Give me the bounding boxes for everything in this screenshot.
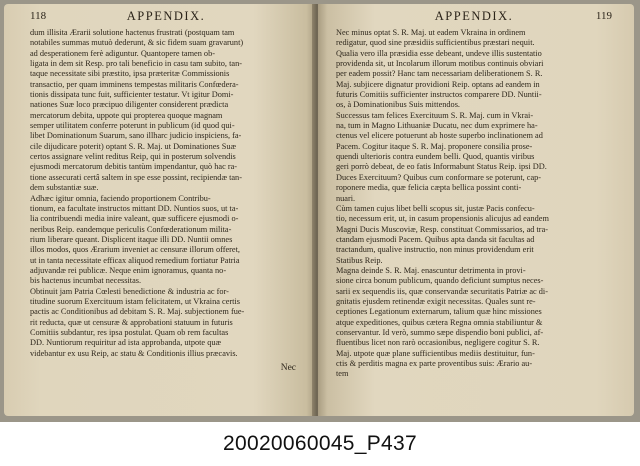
- left-running-title: APPENDIX.: [126, 9, 206, 23]
- text-line: gnitatis ejusdem retinendæ exigit necessitas. Quales sunt re-: [336, 296, 536, 306]
- text-line: tio, necessum erit, ut, in casum propensionis alicujus ad eandem: [336, 214, 549, 224]
- text-line: lia contribuendi media inire valeant, quæ sufficere ejusmodi o-: [30, 214, 239, 224]
- text-line: fluentibus licet non rarò occasionibus, negligere cogitur S. R.: [336, 338, 540, 348]
- text-line: conservantur. Id verò, summo sæpe dispendio boni publici, af-: [336, 327, 544, 337]
- text-line: roponere media, quæ felicia cæpta bellica possint conti-: [336, 183, 522, 193]
- text-line: notabiles summas mutuò dederunt, & sic fidem suam gravarunt): [30, 38, 244, 48]
- text-line: adjuvandæ rei publicæ. Neque enim ignoramus, quanta no-: [30, 265, 227, 275]
- text-line: ceptiones Legationum externarum, talium quæ hinc missiones: [336, 307, 542, 317]
- text-line: ctenus vel elicere potuerunt ab hoste superbo inclinationem ad: [336, 131, 543, 141]
- text-line: atque expeditiones, quibus cætera Regna omnia stabiliuntur &: [336, 317, 543, 327]
- text-line: rium liberare queant. Displicent itaque illi DD. Nuntii omnes: [30, 234, 233, 244]
- text-line: Statibus Reip.: [336, 255, 383, 265]
- text-line: geri porrò debeat, de eo fatis Informabunt Status Reip. ipsi DD.: [336, 162, 547, 172]
- text-line: nationes Suæ loco præcipuo diligenter considerent prædicta: [30, 100, 229, 110]
- text-line: DD. Nuntiorum requiritur ad ista approbanda, utpote quæ: [30, 338, 222, 348]
- text-line: na, tum in Magno Lithuaniæ Ducatu, nec dum exprimere ha-: [336, 121, 538, 131]
- text-line: illos modos, quos Ærarium inveniet ac censuræ illorum offeret,: [30, 245, 240, 255]
- text-line: quendi ulterioris contra eundem belli. Quod, quantis viribus: [336, 152, 535, 162]
- text-line: pactis ac Conditionibus ad debitam S. R. Maj. subjectionem fue-: [30, 307, 245, 317]
- text-line: ctandam ejusmodi Pacem. Quibus apta danda sit facultas ad: [336, 234, 535, 244]
- text-line: taque necessitate sibi præstito, ipsa præteritæ Commissionis: [30, 69, 230, 79]
- text-line: transactio, per quam imminens tempestas militaris Confœdera-: [30, 79, 239, 89]
- text-line: Magna deinde S. R. Maj. enascuntur detrimenta in provi-: [336, 265, 526, 275]
- text-line: Duces Exercituum? Quibus cum conformare se poterunt, cap-: [336, 172, 542, 182]
- text-line: cile dijudicare poterit) optant S. R. Maj. ut Dominationes Suæ: [30, 141, 237, 151]
- text-line: Comitiis subdantur, res ipsa postulat. Quam ob rem facultas: [30, 327, 229, 337]
- image-id-label: 20020060045_P437: [223, 432, 417, 455]
- text-line: futuris Comitiis sufficienter instructos comparere DD. Nuntii-: [336, 90, 542, 100]
- text-line: ad desperationem ferè adiguntur. Quantopere tamen ob-: [30, 48, 215, 58]
- text-line: Nec minus optat S. R. Maj. ut eadem Vkraina in ordinem: [336, 28, 526, 37]
- right-running-title: APPENDIX.: [434, 9, 514, 23]
- text-line: dum illisita Ærarii solutione hactenus frustrati (postquam tam: [30, 28, 235, 37]
- text-line: certos assignare velint reditus Reip, qui in posterum solvendis: [30, 152, 236, 162]
- text-line: ligata in dem sit Resp. pro tali beneficio in casu tam subito, tan-: [30, 59, 242, 69]
- text-line: Maj. utpote quæ plane sufficientibus mediis destituitur, fun-: [336, 348, 535, 358]
- text-line: Cùm tamen cujus libet belli scopus sit, justæ Pacis confecu-: [336, 203, 535, 213]
- left-catchword: Nec: [280, 363, 296, 373]
- left-page-body: [30, 28, 302, 359]
- text-line: Maj. subjicere dignatur providioni Reip. optans ad eandem in: [336, 79, 540, 89]
- text-line: titudine suorum Exercituum istam felicitatem, ut Vkraina certis: [30, 296, 240, 306]
- text-line: tionum, ea facultate instructos mittant DD. Nuntios suos, ut ta-: [30, 203, 239, 213]
- text-line: tionis dissipata tunc fuit, sufficienter testatur. Vt igitur Domi-: [30, 90, 234, 100]
- text-line: bis hactenus incumbat necessitas.: [30, 276, 142, 286]
- text-line: mercatorum debita, uppote qui propterea quoque magnam: [30, 110, 223, 120]
- text-line: semper utilitatem conferre poterunt in publicum (id quod qui-: [30, 121, 235, 131]
- right-page: [318, 4, 634, 416]
- text-line: ejusmodi mercatorum debitis tantùm impendantur, quò hac ra-: [30, 162, 238, 172]
- right-page-body: [336, 28, 612, 380]
- text-line: ctis & perditis magna ex parte proventibus suis: Ærario au-: [336, 359, 533, 368]
- text-line: dem substantiæ suæ.: [30, 183, 99, 193]
- text-line: per eadem possit? Hanc tam necessariam deliberationem S. R.: [336, 69, 543, 79]
- text-line: libet Dominationum Suarum, sano illharc judicio inspiciens, fa-: [30, 131, 242, 141]
- text-line: sione circa bonum publicum, quando deficiunt sumptus neces-: [336, 276, 544, 286]
- text-line: Successus tam felices Exercituum S. R. Maj. cum in Vkrai-: [336, 110, 534, 120]
- right-page-header: [336, 10, 612, 28]
- text-line: Qualia vero illa præsidia esse debeant, undeve illis sustentatio: [336, 48, 542, 58]
- text-line: redigatur, quod sine præsidiis sufficientibus præstari nequit.: [336, 38, 535, 48]
- text-line: Obtinuit jam Patria Cœlesti benedictione & industria ac for-: [30, 286, 229, 296]
- text-line: Pacem. Cogitur itaque S. R. Maj. proponere consilia prose-: [336, 141, 533, 151]
- text-line: nuari.: [336, 193, 356, 203]
- left-page: [4, 4, 316, 416]
- text-line: Adhæc igitur omnia, faciendo proportionem Contribu-: [30, 193, 211, 203]
- text-line: tem: [336, 369, 349, 379]
- text-line: os, à Dominationibus Suis mittendos.: [336, 100, 460, 110]
- left-page-number: 118: [30, 10, 47, 22]
- text-line: ut in tanta necessitate efficax aliquod remedium fortiatur Patria: [30, 255, 240, 265]
- text-line: tractandum, qualive instructio, non minus providendum erit: [336, 245, 534, 255]
- text-line: sarii ex sequendis iis, quæ conservandæ securitatis Patriæ ac di-: [336, 286, 548, 296]
- right-page-number: 119: [595, 10, 612, 22]
- text-line: videbantur ex usu Reip, ac statu & Conditionis illius præcavis.: [30, 348, 238, 358]
- text-line: tione assecurati certâ saltem in spe esse possint, recipiendæ tan-: [30, 172, 242, 182]
- text-line: neribus Reip. eandemque periculis Confœderationum milita-: [30, 224, 232, 234]
- left-page-header: [30, 10, 302, 28]
- text-line: providenda sit, ut Incolarum illorum motibus continuis obviari: [336, 59, 544, 69]
- text-line: rit reducta, quæ ut censuræ & approbationi statuum in futuris: [30, 317, 233, 327]
- text-line: Magni Ducis Muscoviæ, Resp. constituat Commissarios, ad tra-: [336, 224, 549, 234]
